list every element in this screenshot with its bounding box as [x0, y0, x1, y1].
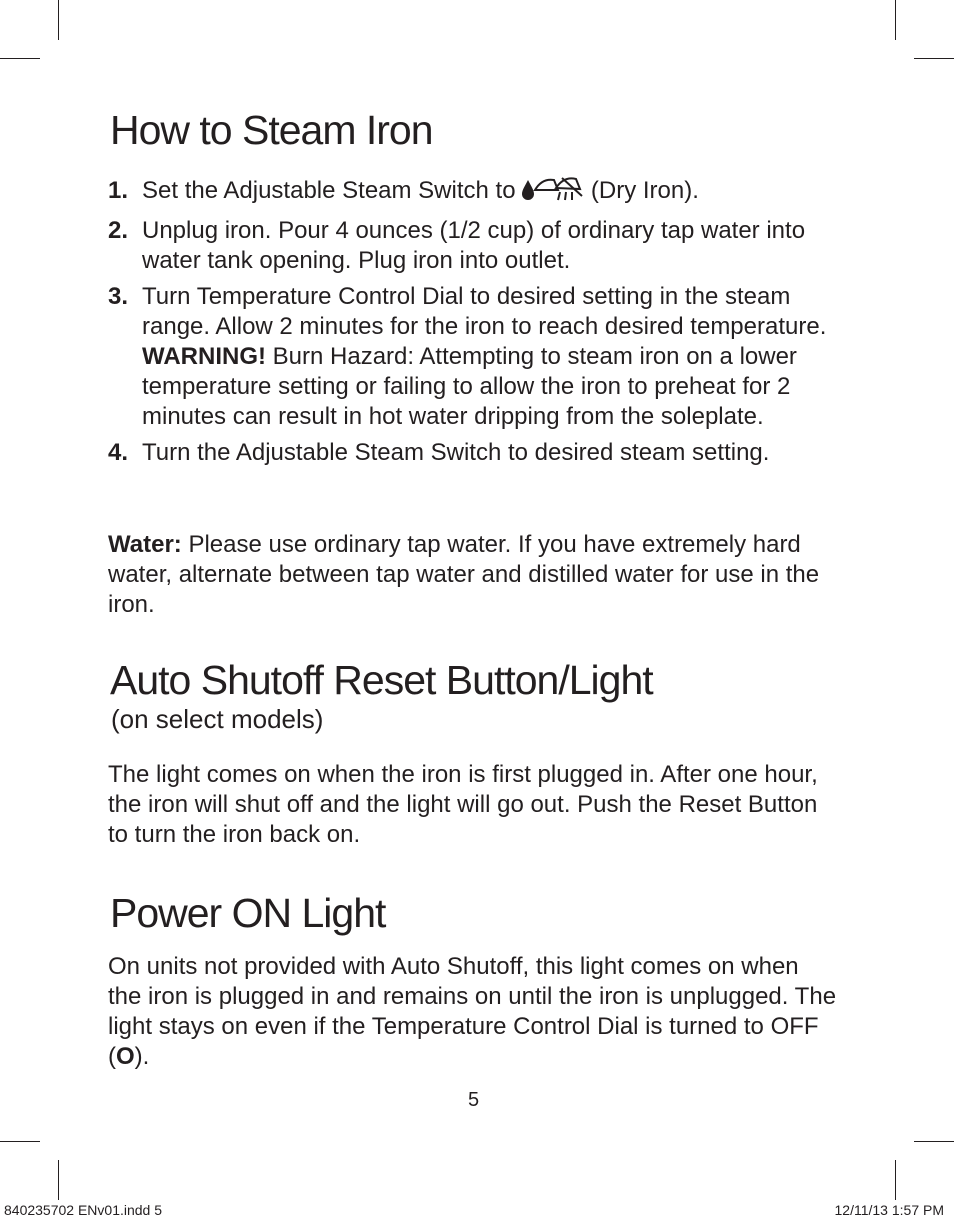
crop-mark: [914, 58, 954, 59]
footer-file-slug: 840235702 ENv01.indd 5: [4, 1202, 163, 1218]
step-1: [108, 176, 828, 210]
subheading-select-models: (on select models): [111, 704, 324, 734]
crop-mark: [914, 1141, 954, 1142]
power-text: On units not provided with Auto Shutoff, this light comes on when the iron is plugged in and remains on until the iron is unplugged. The light stays on even if the Temperature Control Dial is turned to OFF (: [108, 953, 837, 1070]
step-3: [108, 282, 828, 432]
step-text: Turn Temperature Control Dial to desired setting in the steam range. Allow 2 minutes for the iron to reach desired temperature.: [142, 283, 827, 340]
crop-mark: [895, 1160, 896, 1200]
step-text: Turn the Adjustable Steam Switch to desired steam setting.: [142, 439, 770, 466]
step-number: 3.: [108, 283, 129, 310]
power-text-end: ).: [134, 1043, 150, 1070]
step-number: 4.: [108, 439, 129, 466]
warning-text: Burn Hazard: Attempting to steam iron on a lower temperature setting or failing to allow the iron to preheat for 2 minutes can result in hot water dripping from the soleplate.: [142, 343, 797, 430]
crop-mark: [0, 58, 40, 59]
page-number: 5: [468, 1089, 480, 1111]
step-text: Unplug iron. Pour 4 ounces (1/2 cup) of ordinary tap water into water tank opening. Plug iron into outlet.: [142, 217, 806, 274]
footer-date-slug: 12/11/13 1:57 PM: [834, 1202, 944, 1218]
dry-iron-icon: [522, 176, 584, 210]
water-text: Please use ordinary tap water. If you have extremely hard water, alternate between tap water and distilled water for use in the iron.: [108, 531, 820, 618]
step-number: 1.: [108, 177, 129, 204]
step-text: Set the Adjustable Steam Switch to: [142, 177, 516, 204]
crop-mark: [895, 0, 896, 40]
crop-mark: [58, 0, 59, 40]
steps-list: [108, 176, 828, 474]
water-label: Water:: [108, 531, 182, 558]
water-note: [108, 530, 828, 620]
power-description: [108, 952, 838, 1072]
heading-steam-iron: How to Steam Iron: [110, 107, 433, 153]
step-number: 2.: [108, 217, 129, 244]
shutoff-description: The light comes on when the iron is first plugged in. After one hour, the iron will shut off and the light will go out. Push the Reset Button to turn the iron back on.: [108, 761, 818, 848]
heading-auto-shutoff: Auto Shutoff Reset Button/Light: [110, 657, 653, 703]
off-symbol: O: [116, 1043, 135, 1070]
step-4: [108, 438, 828, 468]
warning-label: WARNING!: [142, 343, 266, 370]
step-2: [108, 216, 828, 276]
heading-power-light: Power ON Light: [110, 890, 386, 936]
step-text-end: (Dry Iron).: [590, 177, 699, 204]
crop-mark: [58, 1160, 59, 1200]
crop-mark: [0, 1141, 40, 1142]
